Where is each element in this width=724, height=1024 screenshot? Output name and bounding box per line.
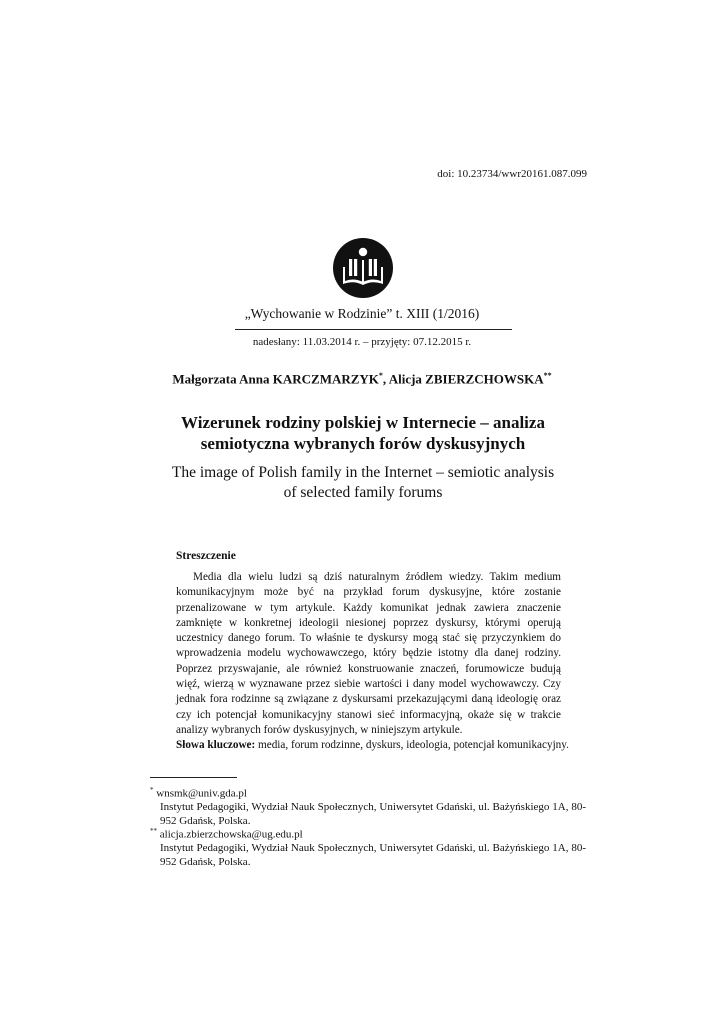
footnote-rule xyxy=(150,777,237,778)
keywords-line xyxy=(176,738,576,753)
footnote-2-mark: ** xyxy=(150,827,157,835)
abstract-body: Media dla wielu ludzi są dziś naturalnym źródłem wiedzy. Takim medium komunikacyjnym może być na przykład forum dyskusyjne, które zostanie przenalizowane w tym artykule. Każdy komunikat jednak zawiera znaczenie zamknięte w konkretnej ideologii niesionej poprzez dyskursy, którymi operują uczestnicy danego forum. To właśnie te dyskursy mogą stać się przyczynkiem do wprowadzenia modelu wychowawczego, który będzie istotny dla danej rodziny. Poprzez przyswajanie, ale również konstruowanie znaczeń, forumowicze budują więź, wierzą w wyznawane przez siebie wartości i dany model wychowawczy. Czy jednak fora rodzinne są związane z dyskursami przekazującymi daną ideologię oraz czy ich potencjał komunikacyjny stanowi sieć informacyjną, okaże się w trakcie analizy wybranych forów dyskusyjnych, w niniejszym artykule. xyxy=(176,571,561,736)
footnote-2 xyxy=(150,825,586,869)
footnote-1-mark: * xyxy=(150,786,154,794)
title-polish-line-2: semiotyczna wybranych forów dyskusyjnych xyxy=(200,434,526,453)
footnote-1 xyxy=(150,784,586,828)
author-2: Alicja ZBIERZCHOWSKA xyxy=(388,371,544,387)
submission-dates: nadesłany: 11.03.2014 r. – przyjęty: 07.12.2015 r. xyxy=(252,336,472,348)
keywords-label: Słowa kluczowe: xyxy=(176,739,256,751)
title-english-line-2: of selected family forums xyxy=(283,484,443,501)
title-english xyxy=(150,463,576,503)
keywords-list: media, forum rodzinne, dyskurs, ideologia, potencjał komunikacyjny. xyxy=(255,739,569,751)
footnote-2-affiliation: Instytut Pedagogiki, Wydział Nauk Społecznych, Uniwersytet Gdański, ul. Bażyńskiego 1A, 80-952 Gdańsk, Polska. xyxy=(160,842,586,868)
footnote-2-email: alicja.zbierzchowska@ug.edu.pl xyxy=(157,828,303,841)
journal-name: „Wychowanie w Rodzinie” t. XIII (1/2016) xyxy=(244,306,480,321)
title-english-line-1: The image of Polish family in the Internet – semiotic analysis xyxy=(171,464,555,481)
title-polish-line-1: Wizerunek rodziny polskiej w Internecie – analiza xyxy=(181,413,545,432)
author-1-mark: * xyxy=(378,371,383,380)
author-separator: , xyxy=(382,371,389,387)
abstract-heading: Streszczenie xyxy=(176,550,236,562)
footnote-1-email: wnsmk@univ.gda.pl xyxy=(153,787,247,800)
footnote-1-affiliation: Instytut Pedagogiki, Wydział Nauk Społecznych, Uniwersytet Gdański, ul. Bażyńskiego 1A, 80-952 Gdańsk, Polska. xyxy=(160,801,586,827)
title-polish xyxy=(150,412,576,454)
open-book-logo-icon xyxy=(332,237,394,299)
author-1: Małgorzata Anna KARCZMARZYK xyxy=(172,371,379,387)
author-2-mark: ** xyxy=(543,371,552,380)
authors-line xyxy=(0,371,724,387)
header-rule xyxy=(235,329,512,330)
doi-text: doi: 10.23734/wwr20161.087.099 xyxy=(437,168,587,180)
